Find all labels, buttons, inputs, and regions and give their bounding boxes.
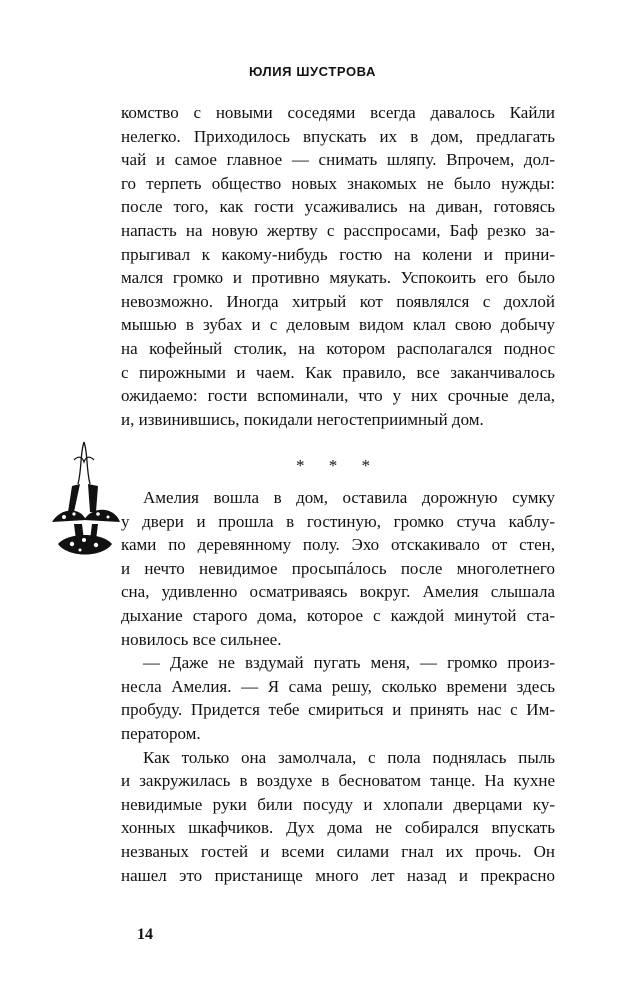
text-line: ожидаемо: гости вспоминали, что у них срочные дела, xyxy=(121,386,555,406)
text-line: несла Амелия. — Я сама решу, сколько времени здесь xyxy=(121,676,555,696)
text-line: Как только она замолчала, с пола поднялась пыль xyxy=(143,747,555,767)
text-line: у двери и прошла в гостиную, громко стуча каблу- xyxy=(121,511,555,531)
text-line: хонных шкафчиков. Дух дома не собирался впускать xyxy=(121,818,555,838)
running-header: ЮЛИЯ ШУСТРОВА xyxy=(248,64,377,79)
text-line: мался громко и противно мяукать. Успокоить его было xyxy=(121,268,555,288)
text-line: пробуду. Придется тебе смириться и принять нас с Им- xyxy=(121,700,555,720)
text-line: и закружилась в воздухе в бесноватом танце. На кухне xyxy=(121,771,555,791)
text-line: невидимые руки били посуду и хлопали дверцами ку- xyxy=(121,794,555,814)
text-line: — Даже не вздумай пугать меня, — громко произ- xyxy=(143,653,555,673)
text-line: и нечто невидимое просыпáлось после многолетнего xyxy=(121,558,555,578)
page-number: 14 xyxy=(137,926,153,943)
paragraph-block-2 xyxy=(121,486,555,887)
text-line: новилось все сильнее. xyxy=(121,629,282,649)
text-line: ператором. xyxy=(121,723,201,743)
text-line: ками по деревянному полу. Эхо отскакивало от стен, xyxy=(121,535,555,555)
text-line: незваных гостей и всеми силами гнал их прочь. Он xyxy=(121,841,555,861)
text-line: чай и самое главное — снимать шляпу. Впрочем, дол- xyxy=(121,150,555,170)
paragraph-block-1 xyxy=(121,101,555,431)
section-break: * * * xyxy=(296,456,380,475)
text-line: напасть на новую жертву с расспросами, Баф резко за- xyxy=(121,220,555,240)
text-line: на кофейный столик, на котором располагался поднос xyxy=(121,338,555,358)
text-line: Амелия вошла в дом, оставила дорожную сумку xyxy=(143,488,555,507)
mushroom-ornament-icon xyxy=(44,440,124,570)
text-line: с пирожными и чаем. Как правило, все заканчивалось xyxy=(121,362,555,382)
text-line: невозможно. Иногда хитрый кот появлялся с дохлой xyxy=(121,291,555,311)
text-line: сна, удивленно осматриваясь вокруг. Амелия слышала xyxy=(121,582,555,602)
text-line: го терпеть общество новых знакомых не было нужды: xyxy=(121,173,555,193)
text-line: дыхание старого дома, которое с каждой минутой ста- xyxy=(121,605,555,625)
text-line: после того, как гости усаживались на диван, готовясь xyxy=(121,197,555,217)
text-line: нелегко. Приходилось впускать их в дом, предлагать xyxy=(121,126,555,146)
text-line: комство с новыми соседями всегда давалось Кайли xyxy=(121,103,555,122)
text-line: нашел это пристанище много лет назад и прекрасно xyxy=(121,865,555,885)
text-line: прыгивал к какому-нибудь гостю на колени и прини- xyxy=(121,244,555,264)
text-line: мышью в зубах и с деловым видом клал свою добычу xyxy=(121,315,555,335)
text-line: и, извинившись, покидали негостеприимный дом. xyxy=(121,409,484,429)
